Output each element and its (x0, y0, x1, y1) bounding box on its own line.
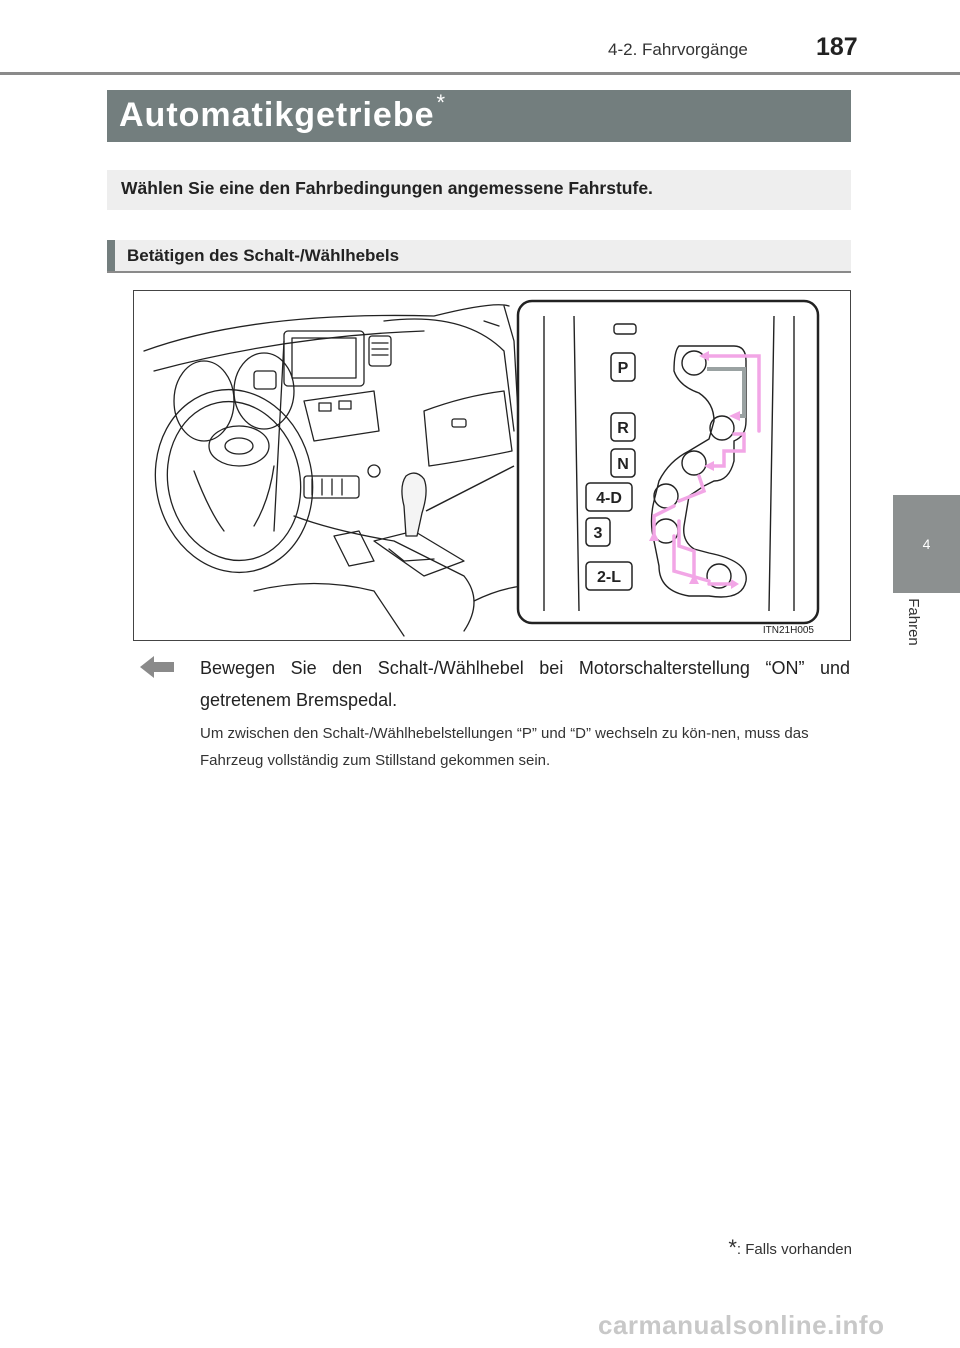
subheading-bar (107, 240, 851, 273)
header-rule (0, 72, 960, 75)
title-bar (107, 90, 851, 142)
gear-label-n: N (617, 456, 629, 473)
page-title-text: Automatikgetriebe (119, 96, 435, 134)
left-arrow-icon (140, 656, 174, 678)
chapter-tab-label: Fahren (905, 598, 922, 646)
footnote-asterisk-icon: * (728, 1235, 737, 1260)
footnote-text: : Falls vorhanden (736, 1240, 852, 1258)
intro-text: Wählen Sie eine den Fahrbedingungen angemessene Fahrstufe. (121, 178, 653, 198)
subheading-accent (107, 240, 115, 271)
title-asterisk-icon: * (436, 90, 447, 115)
header-section: 4-2. Fahrvorgänge (608, 40, 748, 59)
watermark: carmanualsonline.info (598, 1310, 885, 1340)
dashboard-illustration (134, 291, 850, 640)
gear-label-4d: 4-D (596, 490, 622, 507)
body-note: Um zwischen den Schalt-/Wählhebelstellungen “P” und “D” wechseln zu kön-nen, muss das Fahrzeug vollständig zum Stillstand gekommen sein. (200, 725, 809, 769)
chapter-tab: 4 (893, 495, 960, 593)
gear-label-p: P (617, 360, 629, 377)
figure-id: ITN21H005 (762, 625, 814, 636)
page-number: 187 (816, 33, 858, 61)
gear-label-3: 3 (593, 525, 603, 542)
subheading-text: Betätigen des Schalt-/Wählhebels (127, 246, 400, 265)
intro-box (107, 170, 851, 210)
shift-lever-figure (133, 290, 851, 641)
page-title (119, 90, 447, 135)
footnote (728, 1237, 852, 1263)
gear-label-r: R (617, 420, 629, 437)
body-instruction: Bewegen Sie den Schalt-/Wählhebel bei Motorschalterstellung “ON” und getretenem Bremspedal. (200, 658, 850, 710)
gear-label-2l: 2-L (597, 569, 621, 586)
